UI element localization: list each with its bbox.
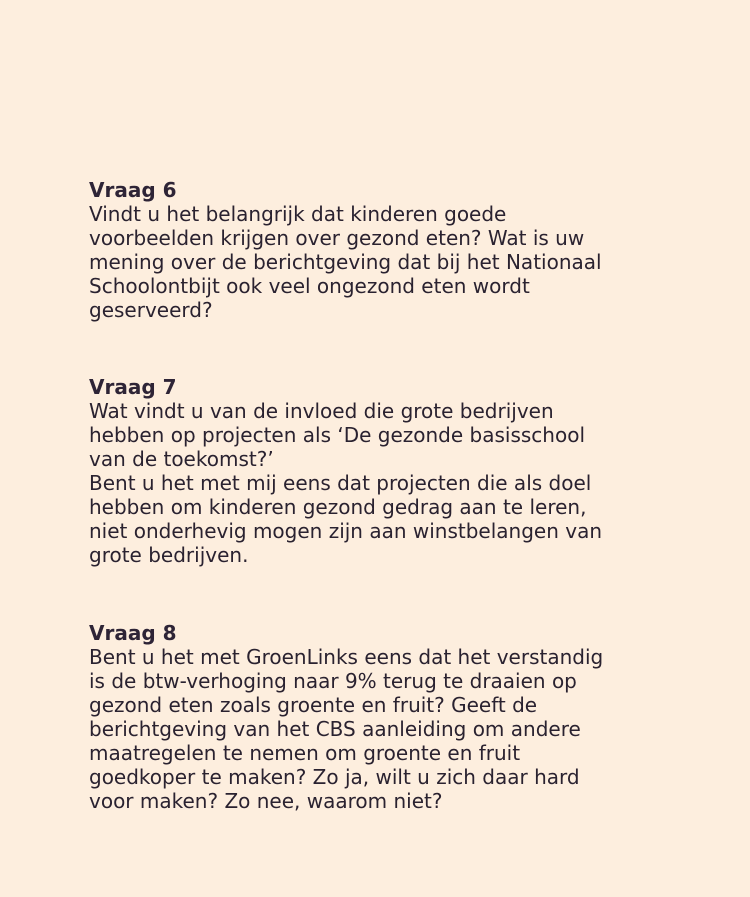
- question-title: Vraag 7: [89, 375, 177, 399]
- question-text-line: geserveerd?: [89, 298, 213, 322]
- question-text-line: Bent u het met mij eens dat projecten die als doel: [89, 471, 592, 495]
- question-text-line: van de toekomst?’: [89, 447, 274, 471]
- question-text-line: Wat vindt u van de invloed die grote bedrijven: [89, 399, 554, 423]
- question-text-line: Vindt u het belangrijk dat kinderen goede: [89, 202, 507, 226]
- question-text-line: voorbeelden krijgen over gezond eten? Wat is uw: [89, 226, 585, 250]
- question-text-line: hebben om kinderen gezond gedrag aan te leren,: [89, 495, 587, 519]
- question-8: [89, 621, 603, 813]
- question-6: [89, 178, 602, 322]
- question-text-line: maatregelen te nemen om groente en fruit: [89, 741, 521, 765]
- question-text-line: goedkoper te maken? Zo ja, wilt u zich daar hard: [89, 765, 580, 789]
- question-text-line: gezond eten zoals groente en fruit? Geeft de: [89, 693, 538, 717]
- question-title: Vraag 8: [89, 621, 177, 645]
- question-text-line: mening over de berichtgeving dat bij het Nationaal: [89, 250, 602, 274]
- question-text-line: hebben op projecten als ‘De gezonde basisschool: [89, 423, 585, 447]
- question-7: [89, 375, 602, 567]
- question-text-line: berichtgeving van het CBS aanleiding om andere: [89, 717, 581, 741]
- question-text-line: Bent u het met GroenLinks eens dat het verstandig: [89, 645, 604, 669]
- question-title: Vraag 6: [89, 178, 177, 202]
- question-text-line: Schoolontbijt ook veel ongezond eten wordt: [89, 274, 530, 298]
- question-text-line: is de btw-verhoging naar 9% terug te draaien op: [89, 669, 577, 693]
- question-text-line: grote bedrijven.: [89, 543, 249, 567]
- question-text-line: niet onderhevig mogen zijn aan winstbelangen van: [89, 519, 603, 543]
- question-text-line: voor maken? Zo nee, waarom niet?: [89, 789, 443, 813]
